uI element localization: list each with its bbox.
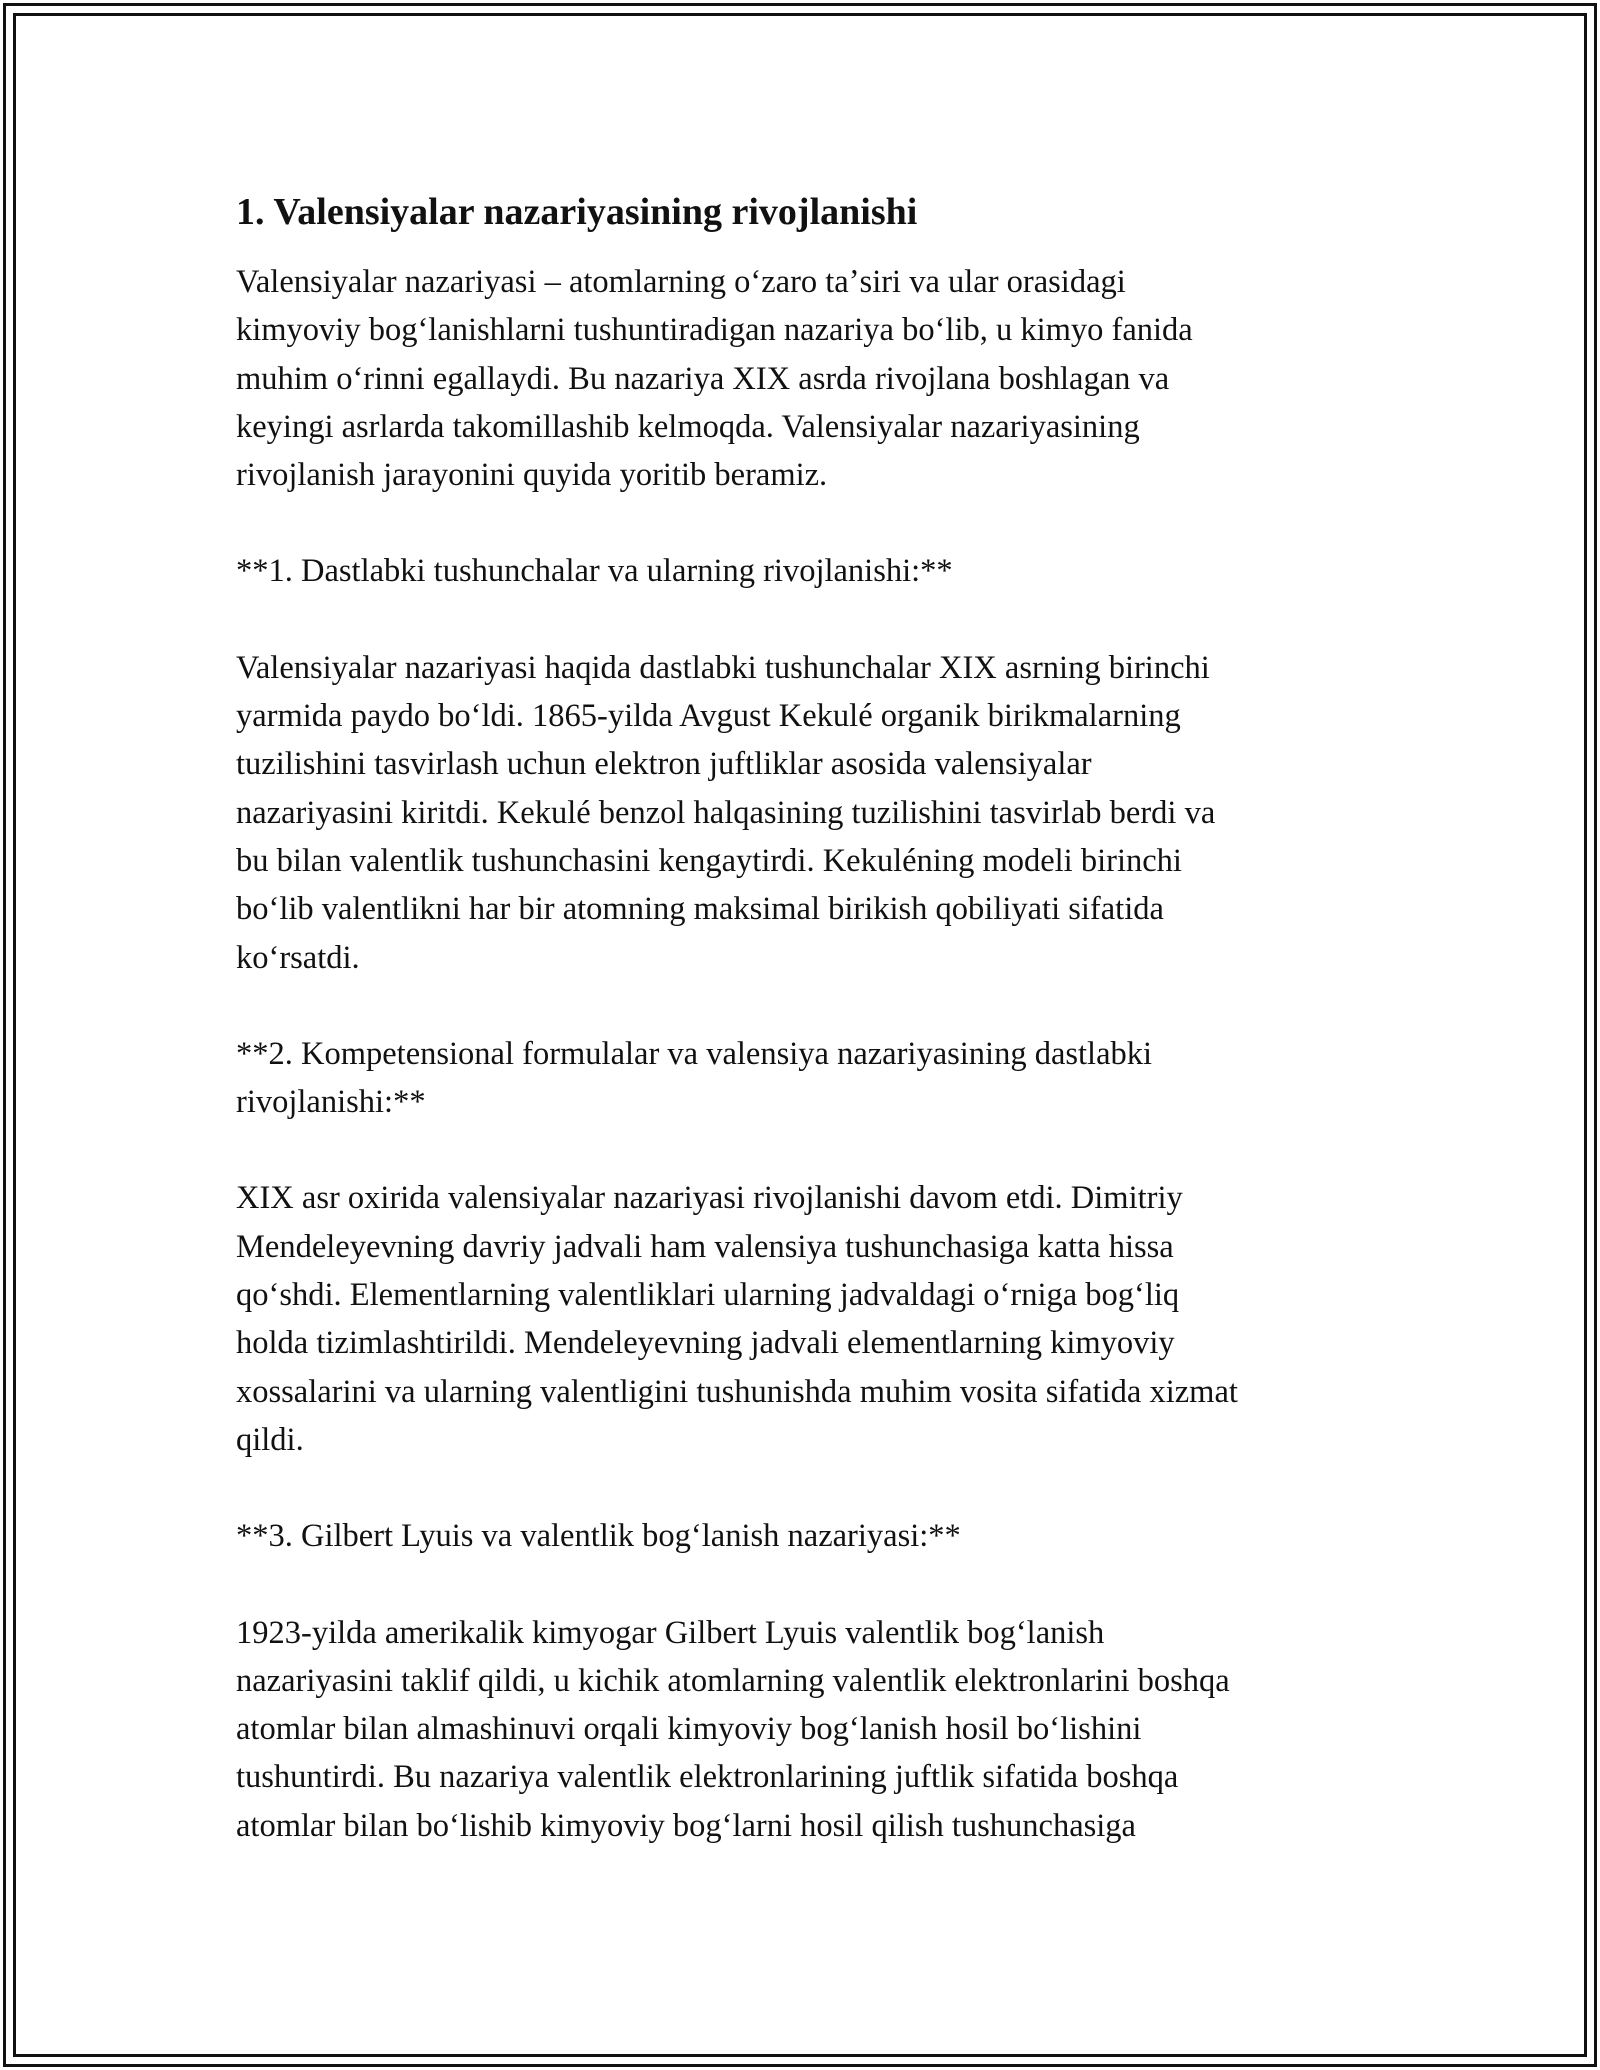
intro-paragraph: Valensiyalar nazariyasi – atomlarning oʻzaro taʼsiri va ular orasidagi kimyoviy bogʻlanishlarni tushuntiradigan nazariya boʻlib, u kimyo fanida muhim oʻrinni egallaydi. Bu nazariya XIX asrda rivojlana boshlagan va keyingi asrlarda takomillashib kelmoqda. Valensiyalar nazariyasining rivojlanish jarayonini quyida yoritib beramiz. bbox=[236, 264, 1193, 494]
document-title: 1. Valensiyalar nazariyasining rivojlanishi bbox=[236, 191, 918, 233]
section-heading-1: **1. Dastlabki tushunchalar va ularning rivojlanishi:** bbox=[236, 553, 953, 590]
section-heading-2: **2. Kompetensional formulalar va valensiya nazariyasining dastlabki rivojlanishi:** bbox=[236, 1035, 1153, 1121]
section-3-paragraph: 1923-yilda amerikalik kimyogar Gilbert Lyuis valentlik bogʻlanish nazariyasini taklif qildi, u kichik atomlarning valentlik elektronlarini boshqa atomlar bilan almashinuvi orqali kimyoviy bogʻlanish hosil boʻlishini tushuntirdi. Bu nazariya valentlik elektronlarining juftlik sifatida boshqa atomlar bilan boʻlishib kimyoviy bogʻlarni hosil qilish tushunchasiga bbox=[236, 1614, 1230, 1844]
section-1-paragraph: Valensiyalar nazariyasi haqida dastlabki tushunchalar XIX asrning birinchi yarmida paydo boʻldi. 1865-yilda Avgust Kekulé organik birikmalarning tuzilishini tasvirlash uchun elektron juftliklar asosida valensiyalar nazariyasini kiritdi. Kekulé benzol halqasining tuzilishini tasvirlab berdi va bu bilan valentlik tushunchasini kengaytirdi. Kekuléning modeli birinchi boʻlib valentlikni har bir atomning maksimal birikish qobiliyati sifatida koʻrsatdi. bbox=[236, 649, 1216, 976]
section-2-paragraph: XIX asr oxirida valensiyalar nazariyasi rivojlanishi davom etdi. Dimitriy Mendeleyevning davriy jadvali ham valensiya tushunchasiga katta hissa qoʻshdi. Elementlarning valentliklari ularning jadvaldagi oʻrniga bogʻliq holda tizimlashtirildi. Mendeleyevning jadvali elementlarning kimyoviy xossalarini va ularning valentligini tushunishda muhim vosita sifatida xizmat qildi. bbox=[236, 1180, 1238, 1458]
document-body bbox=[236, 186, 1386, 1898]
section-heading-3: **3. Gilbert Lyuis va valentlik bogʻlanish nazariyasi:** bbox=[236, 1518, 961, 1555]
